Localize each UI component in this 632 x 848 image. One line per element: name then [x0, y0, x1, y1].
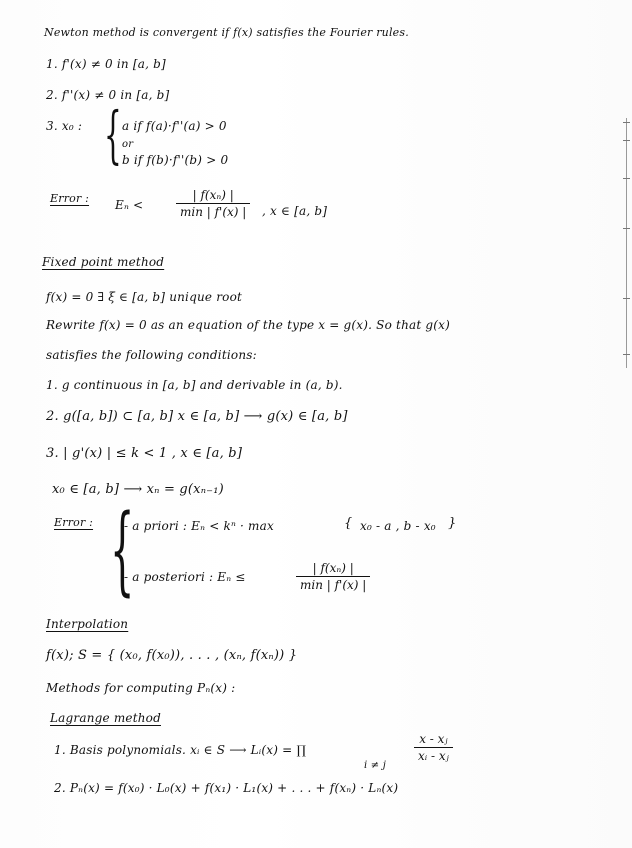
left-brace: {: [104, 98, 122, 171]
a-posteriori-error: - a posteriori : Eₙ ≤: [124, 570, 246, 584]
fixed-point-title: Fixed point method: [42, 255, 165, 269]
basis-denominator: xᵢ - xⱼ: [418, 749, 449, 763]
iteration-formula: x₀ ∈ [a, b] ⟶ xₙ = g(xₙ₋₁): [52, 482, 224, 497]
page-edge: [620, 118, 632, 368]
a-priori-error: - a priori : Eₙ < kⁿ · max: [124, 519, 274, 533]
error-brace: {: [110, 494, 135, 606]
posteriori-denominator: min | f'(x) |: [300, 578, 367, 592]
edge-tick: [623, 354, 630, 355]
condition-2: 2. g([a, b]) ⊂ [a, b] x ∈ [a, b] ⟶ g(x) ∈ [a, b]: [46, 409, 348, 424]
fixed-point-root: f(x) = 0 ∃ ξ ∈ [a, b] unique root: [46, 290, 243, 304]
x0-choice-b: b if f(b)·f''(b) > 0: [122, 153, 229, 167]
edge-tick: [623, 178, 630, 179]
posteriori-numerator: | f(xₙ) |: [312, 561, 354, 575]
edge-tick: [623, 298, 630, 299]
edge-line: [626, 118, 627, 368]
error-fraction: [176, 188, 250, 219]
max-brace-close: }: [448, 516, 457, 531]
fourier-rule-3-label: 3. x₀ :: [46, 119, 83, 133]
lagrange-polynomial: 2. Pₙ(x) = f(x₀) · L₀(x) + f(x₁) · L₁(x) + . . . + f(xₙ) · Lₙ(x): [54, 781, 399, 795]
basis-polynomials: 1. Basis polynomials. xᵢ ∈ S ⟶ Lᵢ(x) = ∏: [54, 743, 307, 757]
error-domain: , x ∈ [a, b]: [262, 204, 328, 218]
edge-tick: [623, 228, 630, 229]
max-brace-open: {: [344, 516, 353, 531]
methods-line: Methods for computing Pₙ(x) :: [46, 681, 236, 695]
basis-fraction: [414, 732, 453, 763]
fixed-point-error-label: Error :: [54, 516, 94, 529]
fourier-rule-2: 2. f''(x) ≠ 0 in [a, b]: [46, 88, 170, 102]
newton-convergence-line: Newton method is convergent if f(x) satisfies the Fourier rules.: [44, 26, 409, 39]
interpolation-title: Interpolation: [46, 617, 129, 631]
error-label: Error :: [50, 192, 90, 205]
fixed-point-conditions: satisfies the following conditions:: [46, 348, 257, 362]
interpolation-set: f(x); S = { (x₀, f(x₀)), . . . , (xₙ, f(xₙ)) }: [46, 648, 298, 663]
error-numerator: | f(xₙ) |: [192, 188, 234, 202]
x0-choice-a: a if f(a)·f''(a) > 0: [122, 119, 227, 133]
fourier-rule-1: 1. f'(x) ≠ 0 in [a, b]: [46, 57, 166, 71]
product-subscript: i ≠ j: [364, 760, 387, 771]
error-denominator: min | f'(x) |: [180, 205, 247, 219]
condition-1: 1. g continuous in [a, b] and derivable in (a, b).: [46, 378, 343, 392]
or-label: or: [122, 139, 134, 150]
condition-3: 3. | g'(x) | ≤ k < 1 , x ∈ [a, b]: [46, 446, 243, 461]
edge-tick: [623, 122, 630, 123]
basis-numerator: x - xⱼ: [419, 732, 448, 746]
posteriori-fraction: [296, 561, 370, 592]
fixed-point-rewrite: Rewrite f(x) = 0 as an equation of the type x = g(x). So that g(x): [46, 318, 450, 332]
lagrange-title: Lagrange method: [50, 711, 161, 725]
error-en: Eₙ <: [115, 198, 144, 212]
edge-tick: [623, 140, 630, 141]
max-arguments: x₀ - a , b - x₀: [360, 519, 436, 533]
